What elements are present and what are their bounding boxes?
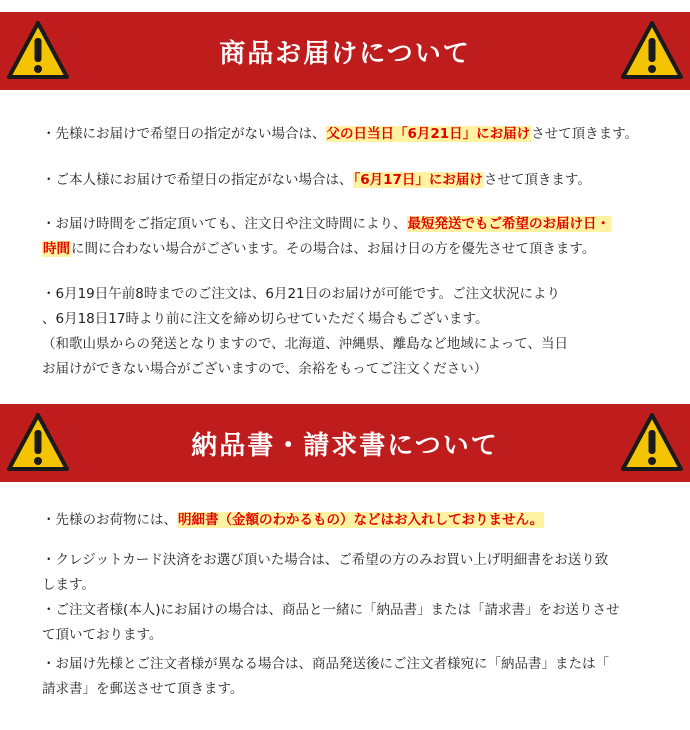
note-line: 、6月18日17時より前に注文を締め切らせていただく場合もございます。 bbox=[42, 311, 489, 327]
section-title: 納品書・請求書について bbox=[191, 430, 499, 461]
section-title: 商品お届けについて bbox=[219, 38, 471, 69]
note-line: （和歌山県からの発送となりますので、北海道、沖縄県、離島など地域によって、当日 bbox=[42, 336, 568, 352]
warning-icon bbox=[620, 20, 684, 80]
section-banner-invoice bbox=[0, 404, 690, 482]
section-banner-delivery bbox=[0, 12, 690, 90]
note-text: ・先様にお届けで希望日の指定がない場合は、 bbox=[42, 126, 326, 142]
invoice-note-1 bbox=[42, 508, 682, 533]
warning-icon bbox=[620, 412, 684, 472]
highlight-text: 父の日当日「6月21日」にお届け bbox=[326, 126, 531, 142]
note-line: 請求書」を郵送させて頂きます。 bbox=[42, 681, 244, 697]
note-line: て頂いております。 bbox=[42, 627, 163, 643]
note-line: ・クレジットカード決済をお選び頂いた場合は、ご希望の方のみお買い上げ明細書をお送り致 bbox=[42, 552, 609, 568]
note-text: ・先様のお荷物には、 bbox=[42, 512, 177, 528]
note-line: します。 bbox=[42, 577, 95, 593]
delivery-note-1 bbox=[42, 122, 682, 147]
highlight-text: 明細書（金額のわかるもの）などはお入れしておりません。 bbox=[178, 512, 544, 528]
invoice-note-4 bbox=[42, 652, 682, 702]
note-text: に間に合わない場合がございます。その場合は、お届け日の方を優先させて頂きます。 bbox=[71, 241, 596, 257]
note-text: ・ご本人様にお届けで希望日の指定がない場合は、 bbox=[42, 172, 353, 188]
invoice-note-3 bbox=[42, 598, 682, 648]
highlight-text: 最短発送でもご希望のお届け日・ bbox=[407, 216, 610, 232]
note-line: ・6月19日午前8時までのご注文は、6月21日のお届けが可能です。ご注文状況により bbox=[42, 286, 561, 302]
delivery-note-3 bbox=[42, 212, 682, 262]
delivery-note-4 bbox=[42, 282, 682, 382]
note-line: お届けができない場合がございますので、余裕をもってご注文ください） bbox=[42, 361, 488, 377]
delivery-note-2 bbox=[42, 168, 682, 193]
note-line: ・ご注文者様(本人)にお届けの場合は、商品と一緒に「納品書」または「請求書」をお送りさせ bbox=[42, 602, 620, 618]
note-line: ・お届け先様とご注文者様が異なる場合は、商品発送後にご注文者様宛に「納品書」または「 bbox=[42, 656, 609, 672]
note-text: させて頂きます。 bbox=[531, 126, 639, 142]
note-text: させて頂きます。 bbox=[483, 172, 591, 188]
note-text: ・お届け時間をご指定頂いても、注文日や注文時間により、 bbox=[42, 216, 407, 232]
highlight-text: 「6月17日」にお届け bbox=[353, 172, 483, 188]
invoice-note-2 bbox=[42, 548, 682, 598]
highlight-text: 時間 bbox=[43, 241, 70, 257]
